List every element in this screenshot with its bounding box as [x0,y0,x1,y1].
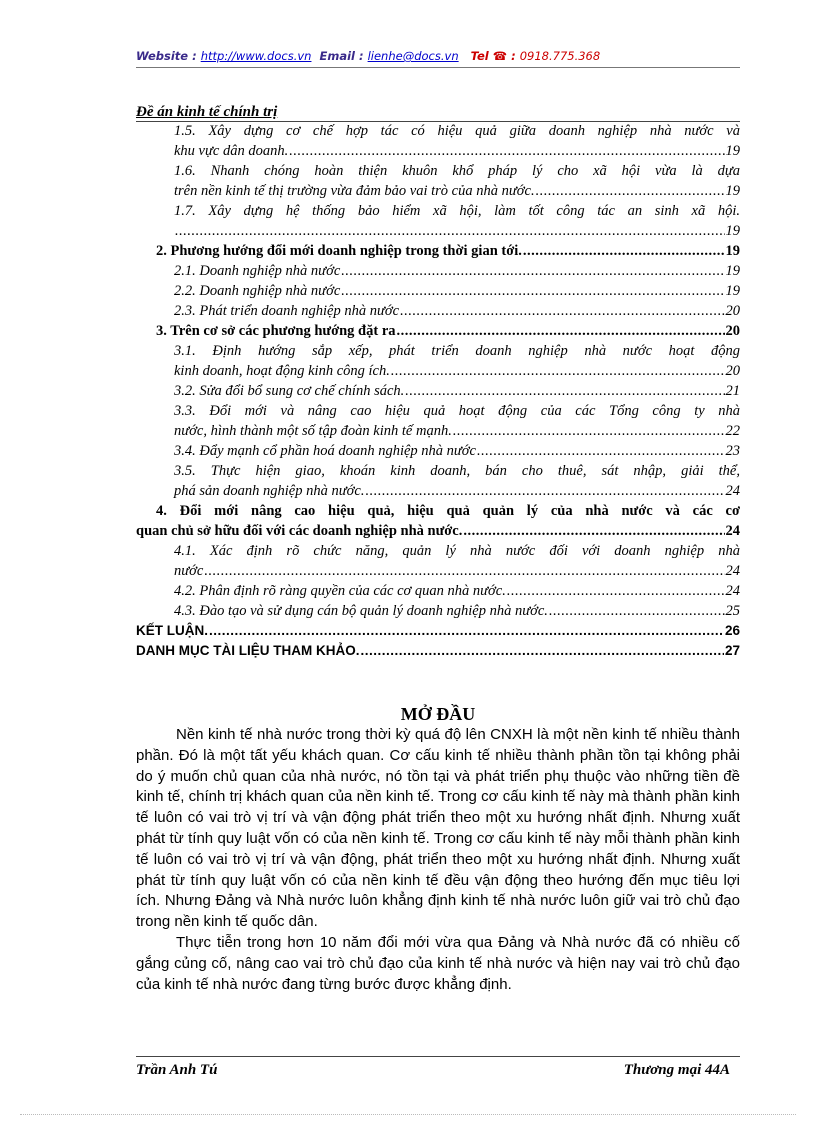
toc-entry[interactable] [136,561,740,581]
toc-page-number: 19 [725,263,740,279]
toc-entry-text: 3.2. Sửa đổi bổ sung cơ chế chính sách. [174,383,405,399]
toc-page-number: 20 [725,303,740,319]
toc-page-number: 24 [725,563,740,579]
toc-entry[interactable] [136,621,740,641]
toc-entry[interactable] [136,201,740,221]
toc-entry[interactable] [136,441,740,461]
toc-leader-dots [549,601,725,621]
toc-leader-dots [453,421,725,441]
toc-entry[interactable] [136,321,740,341]
toc-page-number: 19 [725,223,740,239]
toc-entry-text: 3.1. Định hướng sắp xếp, phát triển doanh nghiệp nhà nước hoạt động [174,343,740,359]
toc-entry-text: quan chủ sở hữu đối với các doanh nghiệp nhà nước. [136,523,463,539]
toc-leader-dots [405,381,724,401]
toc-entry-text: trên nền kinh tế thị trường vừa đảm bảo vai trò của nhà nước. [174,183,535,199]
toc-entry-text: 3.4. Đẩy mạnh cổ phần hoá doanh nghiệp nhà nước [174,443,476,459]
table-of-contents [136,121,740,661]
toc-entry[interactable] [136,281,740,301]
toc-entry-text: nước, hình thành một số tập đoàn kinh tế mạnh. [174,423,452,439]
toc-entry-text: 3.3. Đổi mới và nâng cao hiệu quả hoạt động của các Tổng công ty nhà [174,403,740,419]
toc-leader-dots [365,481,724,501]
intro-title: MỞ ĐẦU [400,704,476,724]
toc-page-number: 25 [725,603,740,619]
footer-author: Trần Anh Tú [136,1062,218,1078]
toc-entry-text: nước [174,563,204,579]
toc-entry-text: kinh doanh, hoạt động kinh công ích. [174,363,390,379]
toc-leader-dots [397,321,725,341]
toc-page-number: 19 [725,243,740,259]
toc-page-number: 23 [725,443,740,459]
toc-entry[interactable] [136,401,740,421]
toc-leader-dots [391,361,725,381]
toc-entry-text: 2.3. Phát triển doanh nghiệp nhà nước [174,303,400,319]
toc-page-number: 27 [724,643,740,658]
running-header: Đề án kinh tế chính trị [136,104,278,120]
toc-page-number: 19 [725,183,740,199]
toc-page-number: 26 [724,623,740,638]
toc-entry[interactable] [136,581,740,601]
toc-entry-text: 2.1. Doanh nghiệp nhà nước [174,263,341,279]
toc-leader-dots [360,641,723,661]
toc-leader-dots [209,621,724,641]
toc-entry-text: 1.6. Nhanh chóng hoàn thiện khuôn khổ pháp lý cho xã hội vừa là dựa [174,163,740,179]
toc-page-number: 21 [725,383,740,399]
toc-entry-text: khu vực dân doanh. [174,143,289,159]
toc-entry-text: 4.2. Phân định rõ ràng quyền của các cơ quan nhà nước. [174,583,506,599]
toc-entry-text: 4.3. Đào tạo và sử dụng cán bộ quản lý doanh nghiệp nhà nước. [174,603,548,619]
toc-leader-dots [400,301,724,321]
toc-entry[interactable] [136,141,740,161]
toc-page-number: 19 [725,143,740,159]
email-label: Email : [319,49,364,63]
toc-entry-text: 1.7. Xây dựng hệ thống bảo hiểm xã hội, làm tốt công tác an sinh xã hội. [174,203,740,219]
toc-entry[interactable] [136,481,740,501]
toc-leader-dots [477,441,725,461]
toc-leader-dots [507,581,725,601]
tel-value: 0918.775.368 [519,49,601,63]
toc-leader-dots [204,561,724,581]
toc-entry-text: 3. Trên cơ sở các phương hướng đặt ra [156,323,396,339]
toc-leader-dots [536,181,725,201]
toc-page-number: 20 [725,363,740,379]
toc-leader-dots [341,281,724,301]
toc-entry[interactable] [136,641,740,661]
toc-entry[interactable] [136,161,740,181]
toc-page-number: 24 [725,483,740,499]
toc-entry[interactable] [136,501,740,521]
toc-entry-text: 3.5. Thực hiện giao, khoán kinh doanh, bán cho thuê, sát nhập, giải thể, [174,463,740,479]
website-label: Website : [136,49,197,63]
toc-entry-text: DANH MỤC TÀI LIỆU THAM KHẢO. [136,643,360,658]
toc-entry[interactable] [136,461,740,481]
toc-entry[interactable] [136,541,740,561]
toc-entry-text: 4.1. Xác định rõ chức năng, quản lý nhà nước đối với doanh nghiệp nhà [174,543,740,559]
intro-body [136,725,740,995]
toc-leader-dots [175,221,725,241]
toc-entry[interactable] [136,261,740,281]
toc-entry[interactable] [136,601,740,621]
toc-leader-dots [341,261,724,281]
toc-entry[interactable] [136,221,740,241]
toc-entry-text: KẾT LUẬN. [136,623,208,638]
toc-entry[interactable] [136,181,740,201]
toc-page-number: 22 [725,423,740,439]
toc-leader-dots [463,521,724,541]
footer-divider [136,1056,740,1057]
toc-page-number: 24 [725,523,740,539]
toc-entry-text: 2.2. Doanh nghiệp nhà nước [174,283,341,299]
page-bottom-rule [20,1114,796,1115]
toc-entry-text: 2. Phương hướng đổi mới doanh nghiệp trong thời gian tới. [156,243,522,259]
toc-entry[interactable] [136,421,740,441]
toc-leader-dots [523,241,725,261]
toc-entry-text: phá sản doanh nghiệp nhà nước. [174,483,365,499]
toc-entry[interactable] [136,241,740,261]
toc-entry[interactable] [136,381,740,401]
intro-paragraph: Thực tiễn trong hơn 10 năm đổi mới vừa qua Đảng và Nhà nước đã có nhiều cố gắng củng cố, nâng cao vai trò chủ đạo của kinh tế nhà nước và hiện nay vai trò chủ đạo của kinh tế nhà nước đang từng bước được khẳng định. [136,933,740,993]
tel-label: Tel ☎ : [470,49,516,63]
header-divider [136,67,740,68]
toc-entry[interactable] [136,341,740,361]
email-link[interactable]: lienhe@docs.vn [367,49,459,63]
website-header [136,49,600,63]
toc-page-number: 19 [725,283,740,299]
toc-entry[interactable] [136,361,740,381]
toc-entry-text: 4. Đổi mới nâng cao hiệu quả, hiệu quả quản lý của nhà nước và các cơ [156,503,740,519]
website-link[interactable]: http://www.docs.vn [200,49,312,63]
toc-line: 1.5. Xây dựng cơ chế hợp tác có hiệu quả giữa doanh nghiệp nhà nước và [174,123,740,139]
intro-paragraph: Nền kinh tế nhà nước trong thời kỳ quá độ lên CNXH là một nền kinh tế nhiều thành phần. Đó là một tất yếu khách quan. Cơ cấu kinh tế nhiều thành phần tồn tại không phải do ý muốn chủ quan của nhà nước, nó tồn tại và phát triển phụ thuộc vào những tiền đề kinh tế, chính trị khách quan của nền kinh tế. Trong cơ cấu kinh tế này mà thành phần kinh tế luôn có vai trò vị trí và vận động phát triển theo một xu hướng nhất định. Nhưng xuất phát từ tính quy luật vốn có của nền kinh tế. Trong cơ cấu kinh tế này mỗi thành phần kinh tế luôn có vai trò vị trí và vận động, phát triển theo một xu hướng nhất định. Nhưng xuất phát từ tính quy luật vốn có của nền kinh tế đều vận động theo hướng đến mục tiêu lợi ích. Nhưng Đảng và Nhà nước luôn khẳng định kinh tế nhà nước luôn giữ vai trò chủ đạo trong nền kinh tế quốc dân. [136,726,740,931]
toc-page-number: 24 [725,583,740,599]
toc-leader-dots [289,141,724,161]
footer-class: Thương mại 44A [623,1062,730,1078]
toc-entry[interactable] [136,521,740,541]
toc-page-number: 20 [725,323,740,339]
toc-entry[interactable] [136,301,740,321]
toc-list [136,141,740,661]
